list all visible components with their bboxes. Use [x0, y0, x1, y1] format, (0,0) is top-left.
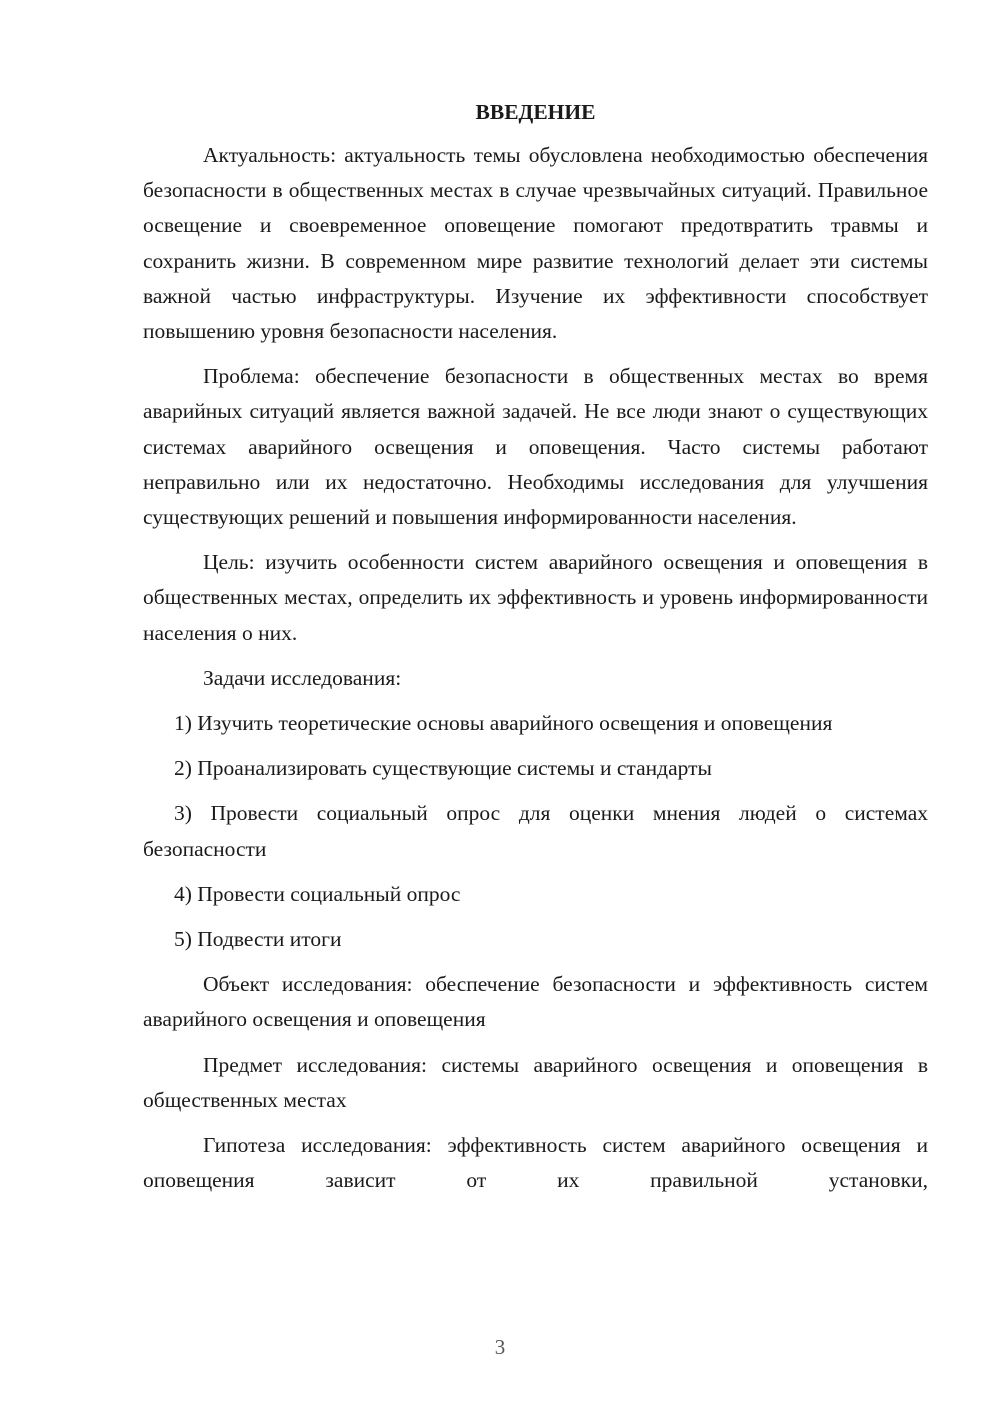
paragraph-problem: Проблема: обеспечение безопасности в общественных местах во время аварийных ситуаций является важной задачей. Не все люди знают о существующих системах аварийного освещения и оповещения. Часто системы работают неправильно или их недостаточно. Необходимы исследования для улучшения существующих решений и повышения информированности населения.: [143, 364, 928, 530]
tasks-heading: Задачи исследования:: [203, 665, 402, 690]
paragraph-goal: Цель: изучить особенности систем аварийного освещения и оповещения в общественных местах, определить их эффективность и уровень информированности населения о них.: [143, 550, 928, 645]
paragraph-hypothesis: Гипотеза исследования: эффективность систем аварийного освещения и оповещения зависит от их правильной установки,: [143, 1133, 928, 1193]
page-number: 3: [494, 1335, 506, 1359]
tasks-list: [143, 706, 928, 957]
list-item: 4) Провести социальный опрос: [174, 881, 461, 906]
list-item: 2) Проанализировать существующие системы и стандарты: [174, 756, 712, 781]
paragraph-subject: Предмет исследования: системы аварийного освещения и оповещения в общественных местах: [143, 1052, 928, 1112]
paragraph-object: Объект исследования: обеспечение безопасности и эффективность систем аварийного освещения и оповещения: [143, 972, 928, 1032]
document-page: [143, 95, 928, 1208]
list-item: 3) Провести социальный опрос для оценки мнения людей о системах безопасности: [143, 801, 928, 861]
list-item: 5) Подвести итоги: [174, 927, 342, 952]
section-title: ВВЕДЕНИЕ: [475, 100, 596, 124]
paragraph-relevance: Актуальность: актуальность темы обусловлена необходимостью обеспечения безопасности в общественных местах в случае чрезвычайных ситуаций. Правильное освещение и своевременное оповещение помогают предотвратить травмы и сохранить жизни. В современном мире развитие технологий делает эти системы важной частью инфраструктуры. Изучение их эффективности способствует повышению уровня безопасности населения.: [143, 143, 928, 344]
list-item: 1) Изучить теоретические основы аварийного освещения и оповещения: [174, 711, 833, 736]
